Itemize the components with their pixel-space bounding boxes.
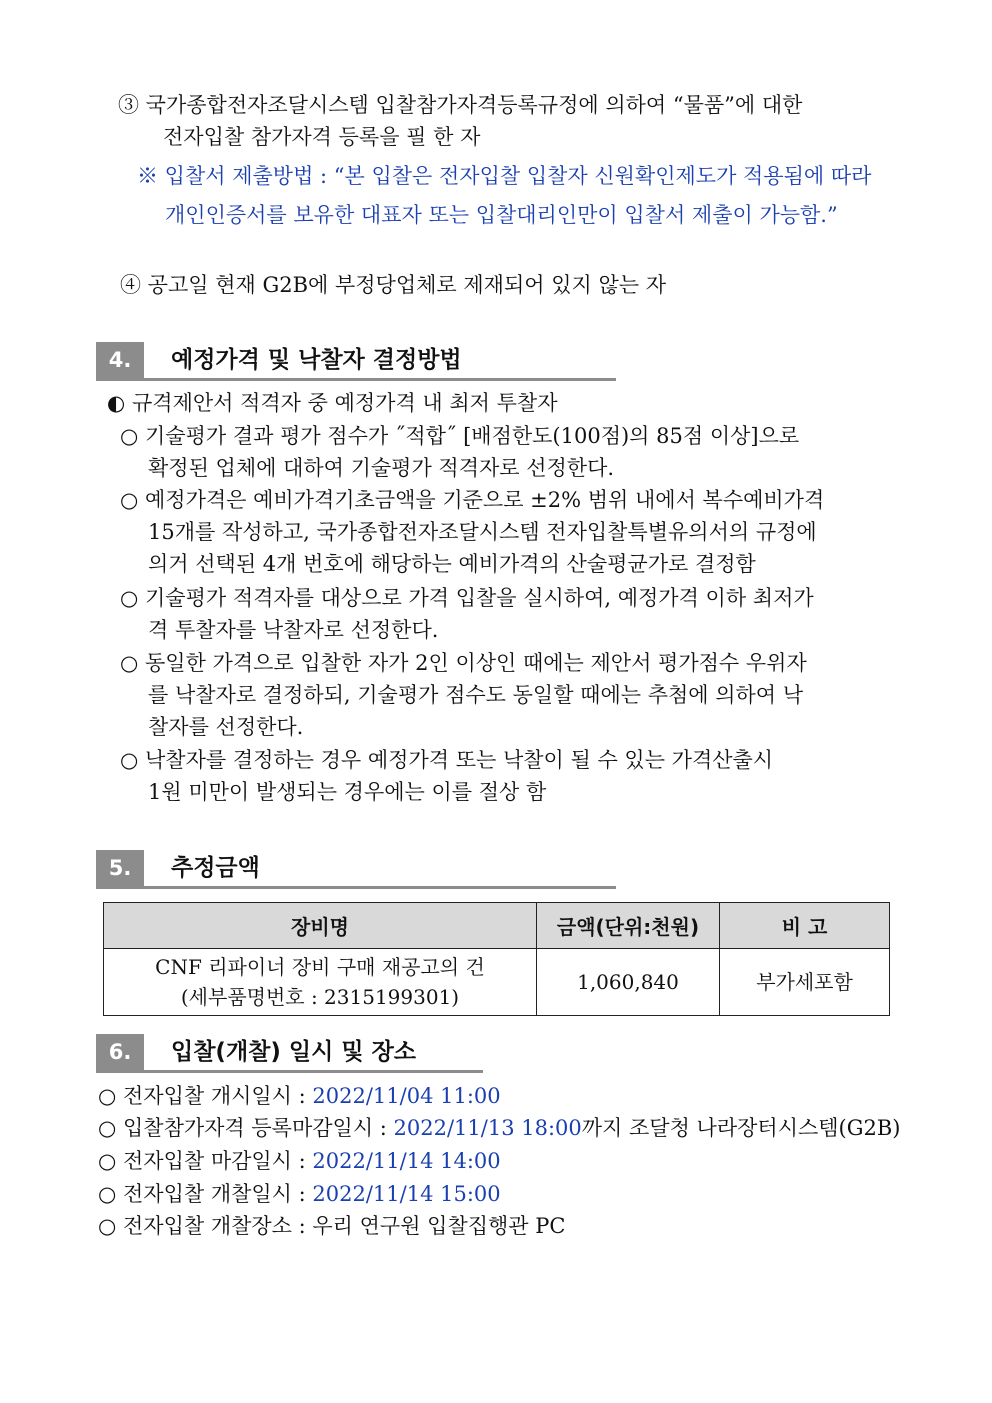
sec4-bullet-2-line-2: 15개를 작성하고, 국가종합전자조달시스템 전자입찰특별유의서의 규정에 <box>148 520 817 544</box>
sec4-bullet-4-line-3: 찰자를 선정한다. <box>148 715 304 739</box>
schedule-close-label: ○ 전자입찰 마감일시 : <box>98 1149 313 1173</box>
qual-item-3-line-1: ③ 국가종합전자조달시스템 입찰참가자격등록규정에 의하여 “물품”에 대한 <box>118 93 803 117</box>
schedule-opening <box>98 1180 501 1208</box>
registration-deadline-value: 2022/11/13 18:00 <box>393 1116 582 1140</box>
cell-note: 부가세포함 <box>720 949 890 1016</box>
qual-item-3-line-2: 전자입찰 참가자격 등록을 필 한 자 <box>163 125 481 149</box>
section-4-number: 4. <box>96 342 144 378</box>
section-5-header <box>96 850 616 889</box>
sec4-bullet-5-line-1: ○ 낙찰자를 결정하는 경우 예정가격 또는 낙찰이 될 수 있는 가격산출시 <box>120 748 774 772</box>
header-amount: 금액(단위:천원) <box>537 903 720 949</box>
section-6-number: 6. <box>96 1034 144 1070</box>
cell-amount: 1,060,840 <box>537 949 720 1016</box>
table-header-row <box>104 903 890 949</box>
header-equipment-name: 장비명 <box>104 903 537 949</box>
schedule-open <box>98 1082 501 1110</box>
sec4-bullet-2-line-1: ○ 예정가격은 예비가격기초금액을 기준으로 ±2% 범위 내에서 복수예비가격 <box>120 488 825 512</box>
registration-deadline-suffix: 까지 조달청 나라장터시스템(G2B) <box>581 1116 901 1140</box>
header-note: 비 고 <box>720 903 890 949</box>
cell-equipment-name <box>104 949 537 1016</box>
sec4-bullet-3-line-1: ○ 기술평가 적격자를 대상으로 가격 입찰을 실시하여, 예정가격 이하 최저가 <box>120 586 814 610</box>
schedule-place: ○ 전자입찰 개찰장소 : 우리 연구원 입찰집행관 PC <box>98 1214 566 1238</box>
schedule-open-value: 2022/11/04 11:00 <box>312 1084 501 1108</box>
equipment-item-number: (세부품명번호 : 2315199301) <box>180 985 460 1009</box>
section-4-header <box>96 342 616 381</box>
sec4-bullet-5-line-2: 1원 미만이 발생되는 경우에는 이를 절상 함 <box>148 780 547 804</box>
estimated-amount-table <box>103 902 890 1016</box>
sec4-bullet-1-line-1: ○ 기술평가 결과 평가 점수가 ˝적합˝ [배점한도(100점)의 85점 이상]으로 <box>120 424 800 448</box>
schedule-open-label: ○ 전자입찰 개시일시 : <box>98 1084 313 1108</box>
registration-deadline-label: ○ 입찰참가자격 등록마감일시 : <box>98 1116 394 1140</box>
schedule-opening-value: 2022/11/14 15:00 <box>312 1182 501 1206</box>
qual-item-4: ④ 공고일 현재 G2B에 부정당업체로 제재되어 있지 않는 자 <box>120 273 666 297</box>
submission-note-line-2: 개인인증서를 보유한 대표자 또는 입찰대리인만이 입찰서 제출이 가능함.” <box>165 203 838 227</box>
schedule-registration-deadline <box>98 1114 901 1142</box>
sec4-bullet-3-line-2: 격 투찰자를 낙찰자로 선정한다. <box>148 618 439 642</box>
schedule-opening-label: ○ 전자입찰 개찰일시 : <box>98 1182 313 1206</box>
submission-note-line-1: ※ 입찰서 제출방법 : “본 입찰은 전자입찰 입찰자 신원확인제도가 적용됨에 따라 <box>137 164 872 188</box>
section-5-number: 5. <box>96 850 144 886</box>
schedule-close-value: 2022/11/14 14:00 <box>312 1149 501 1173</box>
sec4-bullet-1-line-2: 확정된 업체에 대하여 기술평가 적격자로 선정한다. <box>148 456 615 480</box>
section-6-title: 입찰(개찰) 일시 및 장소 <box>171 1039 417 1065</box>
section-4-title: 예정가격 및 낙찰자 결정방법 <box>171 347 462 373</box>
table-row <box>104 949 890 1016</box>
schedule-close <box>98 1147 501 1175</box>
sec4-bullet-4-line-2: 를 낙찰자로 결정하되, 기술평가 점수도 동일할 때에는 추첨에 의하여 낙 <box>148 683 804 707</box>
sec4-bullet-4-line-1: ○ 동일한 가격으로 입찰한 자가 2인 이상인 때에는 제안서 평가점수 우위자 <box>120 651 807 675</box>
sec4-bullet-2-line-3: 의거 선택된 4개 번호에 해당하는 예비가격의 산술평균가로 결정함 <box>148 552 756 576</box>
section-6-header <box>96 1034 483 1073</box>
sec4-lead: ◐ 규격제안서 적격자 중 예정가격 내 최저 투찰자 <box>107 391 558 415</box>
equipment-name: CNF 리파이너 장비 구매 재공고의 건 <box>155 955 485 979</box>
section-5-title: 추정금액 <box>171 855 260 881</box>
